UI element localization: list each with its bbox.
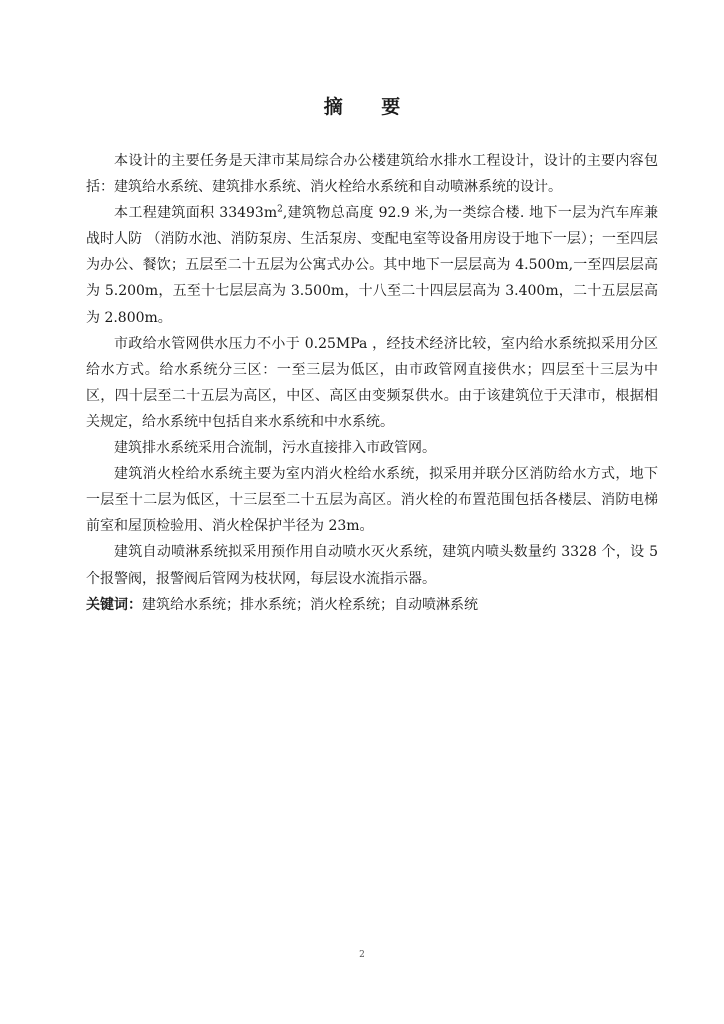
paragraph-drainage: 建筑排水系统采用合流制，污水直接排入市政管网。 <box>114 440 436 457</box>
paragraph-design-task: 本设计的主要任务是天津市某局综合办公楼建筑给水排水工程设计，设计的主要内容包括：建筑给水系统、建筑排水系统、消火栓给水系统和自动喷淋系统的设计。 <box>86 153 658 196</box>
area-text-after: ,建筑物总高度 92.9 米,为一类综合楼. 地下一层为汽车库兼战时人防 （消防水池、消防泵房、生活泵房、变配电室等设备用房设于地下一层）；一至四层为办公、餐饮；五层至二十五层为公寓式办公。其中地下一层层高为 4.500m,一至四层层高为 5.200m，五至十七层层高为 3.500m，十八至二十四层层高为 3.400m，二十五层层高为 2.800m。 <box>86 205 659 326</box>
paragraph-sprinkler: 建筑自动喷淋系统拟采用预作用自动喷水灭火系统，建筑内喷头数量约 3328 个，设 5 个报警阀，报警阀后管网为枝状网，每层设水流指示器。 <box>86 544 658 587</box>
paragraph-fire-hydrant: 建筑消火栓给水系统主要为室内消火栓给水系统，拟采用并联分区消防给水方式，地下一层至十二层为低区，十三层至二十五层为高区。消火栓的布置范围包括各楼层、消防电梯前室和屋顶检验用、消火栓保护半径为 23m。 <box>86 466 658 535</box>
area-superscript: 2 <box>277 204 283 215</box>
keywords-label: 关键词： <box>86 596 142 613</box>
area-text-before: 本工程建筑面积 33493m <box>114 205 278 222</box>
paragraph-water-supply: 市政给水管网供水压力不小于 0.25MPa ，经技术经济比较，室内给水系统拟采用分区给水方式。给水系统分三区：一至三层为低区，由市政管网直接供水；四层至十三层为中区，四十层至二十五层为高区，中区、高区由变频泵供水。由于该建筑位于天津市，根据相关规定，给水系统中包括自来水系统和中水系统。 <box>86 335 658 430</box>
keywords-line <box>86 592 658 618</box>
page-title: 摘 要 <box>323 96 417 118</box>
keywords-text: 建筑给水系统；排水系统；消火栓系统；自动喷淋系统 <box>142 596 478 613</box>
paragraph-building-overview <box>86 200 658 330</box>
abstract-body <box>86 148 658 618</box>
page-number: 2 <box>359 950 365 960</box>
